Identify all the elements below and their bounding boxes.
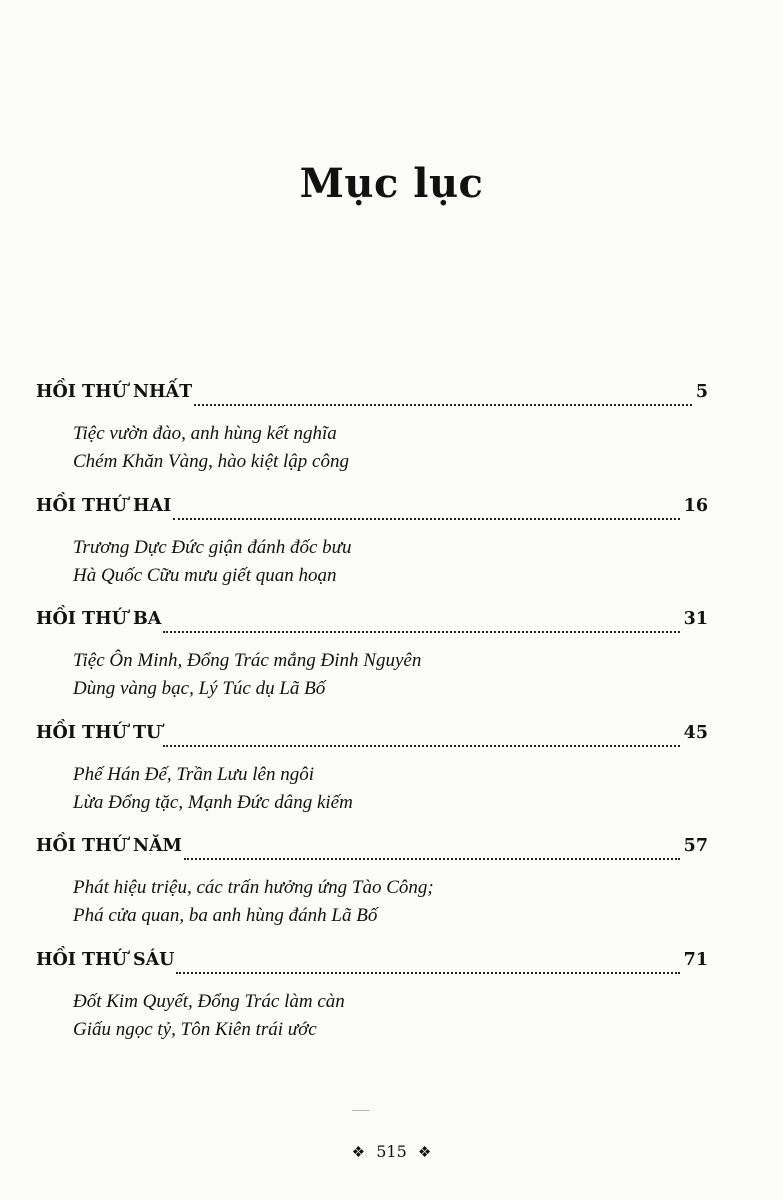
toc-entry [36,496,708,610]
dot-leader [163,631,679,633]
chapter-page-number: 57 [683,836,708,857]
page-footer [0,1142,783,1161]
dot-leader [194,404,692,406]
chapter-subtitle [36,420,708,476]
chapter-page-number: 45 [683,722,708,743]
toc-entry-heading-row[interactable] [36,836,708,866]
chapter-heading: HỒI THỨ NĂM [36,836,182,857]
chapter-page-number: 71 [683,949,708,970]
toc-entry [36,836,708,950]
chapter-subtitle [36,647,708,703]
chapter-subtitle-line: Giấu ngọc tỷ, Tôn Kiên trái ước [73,1018,317,1040]
chapter-heading: HỒI THỨ BA [36,609,162,630]
chapter-subtitle-line: Tiệc Ôn Minh, Đổng Trác mắng Đinh Nguyên [73,650,422,672]
dot-leader [184,858,680,860]
chapter-page-number: 31 [683,609,708,630]
chapter-page-number: 5 [695,382,708,402]
toc-entry [36,950,708,1064]
chapter-heading: HỒI THỨ NHẤT [36,382,193,402]
page-number: 515 [376,1142,407,1161]
chapter-subtitle-line: Hà Quốc Cữu mưu giết quan hoạn [73,564,337,586]
toc-entry-heading-row[interactable] [36,723,708,753]
chapter-subtitle-line: Phế Hán Đế, Trần Lưu lên ngôi [73,763,314,785]
dot-leader [176,972,679,974]
chapter-heading: HỒI THỨ HAI [36,495,172,516]
chapter-subtitle-line: Lừa Đổng tặc, Mạnh Đức dâng kiếm [73,791,353,813]
chapter-heading: HỒI THỨ TƯ [36,722,162,743]
chapter-subtitle-line: Dùng vàng bạc, Lý Túc dụ Lã Bố [73,678,326,700]
chapter-subtitle [36,988,708,1044]
ornament-icon: ❖ [417,1143,432,1161]
chapter-page-number: 16 [683,495,708,516]
chapter-subtitle [36,534,708,590]
toc-entry [36,609,708,723]
toc-entry-heading-row[interactable] [36,382,708,412]
chapter-subtitle-line: Tiệc vườn đào, anh hùng kết nghĩa [73,423,337,444]
toc-entry-heading-row[interactable] [36,950,708,980]
chapter-subtitle-line: Trương Dực Đức giận đánh đốc bưu [73,536,352,558]
chapter-subtitle [36,874,708,930]
toc-entry [36,382,708,496]
toc-entry [36,723,708,837]
page-title: Mục lục [299,160,484,207]
table-of-contents [36,382,708,1064]
dot-leader [173,518,679,520]
toc-entry-heading-row[interactable] [36,496,708,526]
chapter-heading: HỒI THỨ SÁU [36,949,175,970]
chapter-subtitle-line: Chém Khăn Vàng, hào kiệt lập công [73,451,349,472]
print-mark [352,1110,370,1111]
ornament-icon: ❖ [351,1143,366,1161]
toc-entry-heading-row[interactable] [36,609,708,639]
dot-leader [163,745,679,747]
chapter-subtitle-line: Phát hiệu triệu, các trấn hưởng ứng Tào Công; [73,877,434,899]
chapter-subtitle [36,761,708,817]
chapter-subtitle-line: Phá cửa quan, ba anh hùng đánh Lã Bố [73,905,378,927]
chapter-subtitle-line: Đốt Kim Quyết, Đổng Trác làm càn [73,990,345,1012]
